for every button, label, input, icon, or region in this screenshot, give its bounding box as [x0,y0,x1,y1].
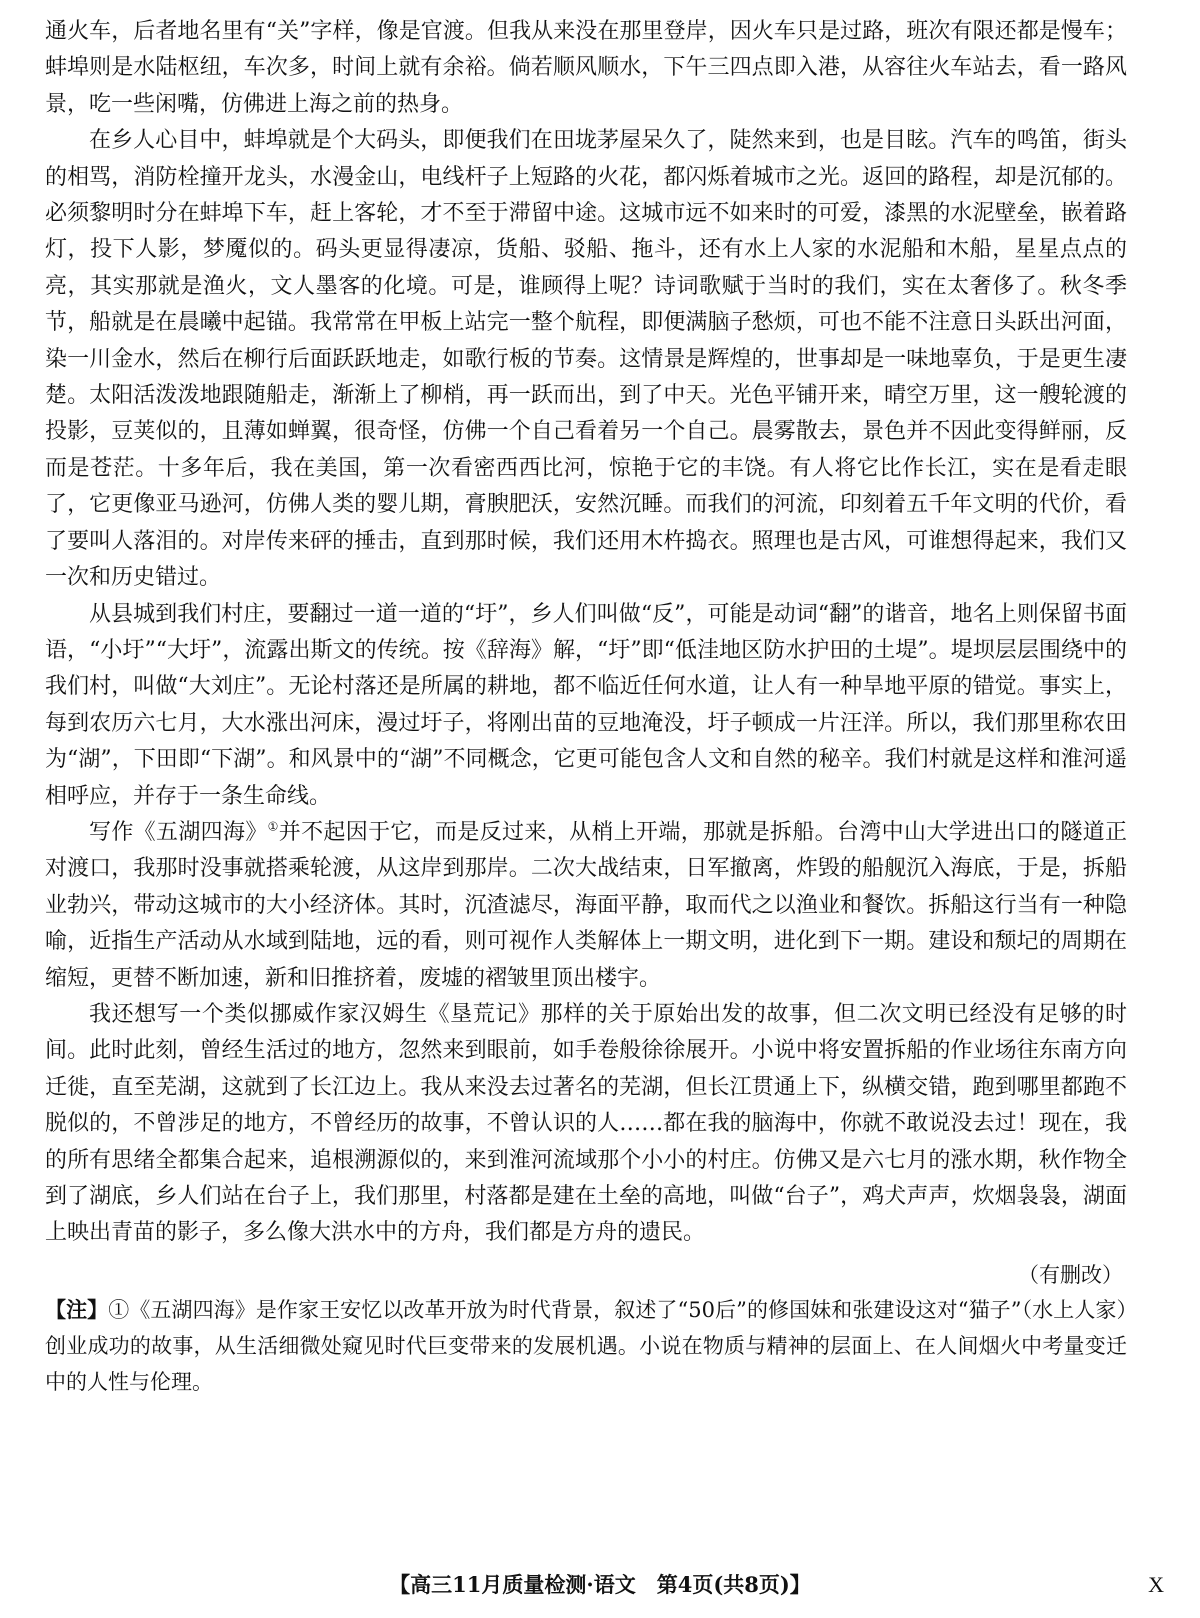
footnote [45,1292,1127,1400]
exam-page [45,14,1127,1400]
page-footer: 【高三11月质量检测·语文 第4页(共8页)】 [389,1572,811,1597]
footer-mark: X [1148,1572,1164,1597]
paragraph-4-start: 写作《五湖四海》 [89,819,268,845]
footnote-text: ①《五湖四海》是作家王安忆以改革开放为时代背景，叙述了“50后”的修国妹和张建设这对“猫子”（水上人家）创业成功的故事，从生活细微处窥见时代巨变带来的发展机遇。小说在物质与精神的层面上、在人间烟火中考量变迁中的人性与伦理。 [45,1297,1127,1394]
footnote-label: 【注】 [45,1296,109,1322]
passage-paragraph-1: 通火车，后者地名里有“关”字样，像是官渡。但我从来没在那里登岸，因火车只是过路，班次有限还都是慢车；蚌埠则是水陆枢纽，车次多，时间上就有余裕。倘若顺风顺水，下午三四点即入港，从容往火车站去，看一路风景，吃一些闲嘴，仿佛进上海之前的热身。 [45,19,1127,117]
passage-paragraph-2: 在乡人心目中，蚌埠就是个大码头，即便我们在田垅茅屋呆久了，陡然来到，也是目眩。汽车的鸣笛，街头的相骂，消防栓撞开龙头，水漫金山，电线杆子上短路的火花，都闪烁着城市之光。返回的路程，却是沉郁的。必须黎明时分在蚌埠下车，赶上客轮，才不至于滞留中途。这城市远不如来时的可爱，漆黑的水泥壁垒，嵌着路灯，投下人影，梦魇似的。码头更显得凄凉，货船、驳船、拖斗，还有水上人家的水泥船和木船，星星点点的亮，其实那就是渔火，文人墨客的化境。可是，谁顾得上呢？诗词歌赋于当时的我们，实在太奢侈了。秋冬季节，船就是在晨曦中起锚。我常常在甲板上站完一整个航程，即便满脑子愁烦，可也不能不注意日头跃出河面，染一川金水，然后在柳行后面跃跃地走，如歌行板的节奏。这情景是辉煌的，世事却是一味地辜负，于是更生凄楚。太阳活泼泼地跟随船走，渐渐上了柳梢，再一跃而出，到了中天。光色平铺开来，晴空万里，这一艘轮渡的投影，豆荚似的，且薄如蝉翼，很奇怪，仿佛一个自己看着另一个自己。晨雾散去，景色并不因此变得鲜丽，反而是苍茫。十多年后，我在美国，第一次看密西西比河，惊艳于它的丰饶。有人将它比作长江，实在是看走眼了，它更像亚马逊河，仿佛人类的婴儿期，膏腴肥沃，安然沉睡。而我们的河流，印刻着五千年文明的代价，看了要叫人落泪的。对岸传来砰的捶击，直到那时候，我们还用木杵捣衣。照理也是古风，可谁想得起来，我们又一次和历史错过。 [45,128,1127,591]
source-note: （有删改） [1018,1262,1123,1287]
passage-paragraph-4 [45,815,1127,997]
passage-paragraph-5: 我还想写一个类似挪威作家汉姆生《垦荒记》那样的关于原始出发的故事，但二次文明已经没有足够的时间。此时此刻，曾经生活过的地方，忽然来到眼前，如手卷般徐徐展开。小说中将安置拆船的作业场往东南方向迁徙，直至芜湖，这就到了长江边上。我从来没去过著名的芜湖，但长江贯通上下，纵横交错，跑到哪里都跑不脱似的，不曾涉足的地方，不曾经历的故事，不曾认识的人……都在我的脑海中，你就不敢说没去过！现在，我的所有思绪全都集合起来，追根溯源似的，来到淮河流域那个小小的村庄。仿佛又是六七月的涨水期，秋作物全到了湖底，乡人们站在台子上，我们那里，村落都是建在土垒的高地，叫做“台子”，鸡犬声声，炊烟袅袅，湖面上映出青苗的影子，多么像大洪水中的方舟，我们都是方舟的遗民。 [45,1001,1127,1246]
paragraph-4-rest: 并不起因于它，而是反过来，从梢上开端，那就是拆船。台湾中山大学进出口的隧道正对渡口，我那时没事就搭乘轮渡，从这岸到那岸。二次大战结束，日军撤离，炸毁的船舰沉入海底，于是，拆船业勃兴，带动这城市的大小经济体。其时，沉渣滤尽，海面平静，取而代之以渔业和餐饮。拆船这行当有一种隐喻，近指生产活动从水域到陆地，远的看，则可视作人类解体上一期文明，进化到下一期。建设和颓圮的周期在缩短，更替不断加速，新和旧推挤着，废墟的褶皱里顶出楼宇。 [45,819,1127,991]
passage-paragraph-3: 从县城到我们村庄，要翻过一道一道的“圩”，乡人们叫做“反”，可能是动词“翻”的谐音，地名上则保留书面语，“小圩”“大圩”，流露出斯文的传统。按《辞海》解，“圩”即“低洼地区防水护田的土堤”。堤坝层层围绕中的我们村，叫做“大刘庄”。无论村落还是所属的耕地，都不临近任何水道，让人有一种旱地平原的错觉。事实上，每到农历六七月，大水涨出河床，漫过圩子，将刚出苗的豆地淹没，圩子顿成一片汪洋。所以，我们那里称农田为“湖”，下田即“下湖”。和风景中的“湖”不同概念，它更可能包含人文和自然的秘辛。我们村就是这样和淮河遥相呼应，并存于一条生命线。 [45,601,1127,809]
footnote-marker: ① [267,819,279,834]
